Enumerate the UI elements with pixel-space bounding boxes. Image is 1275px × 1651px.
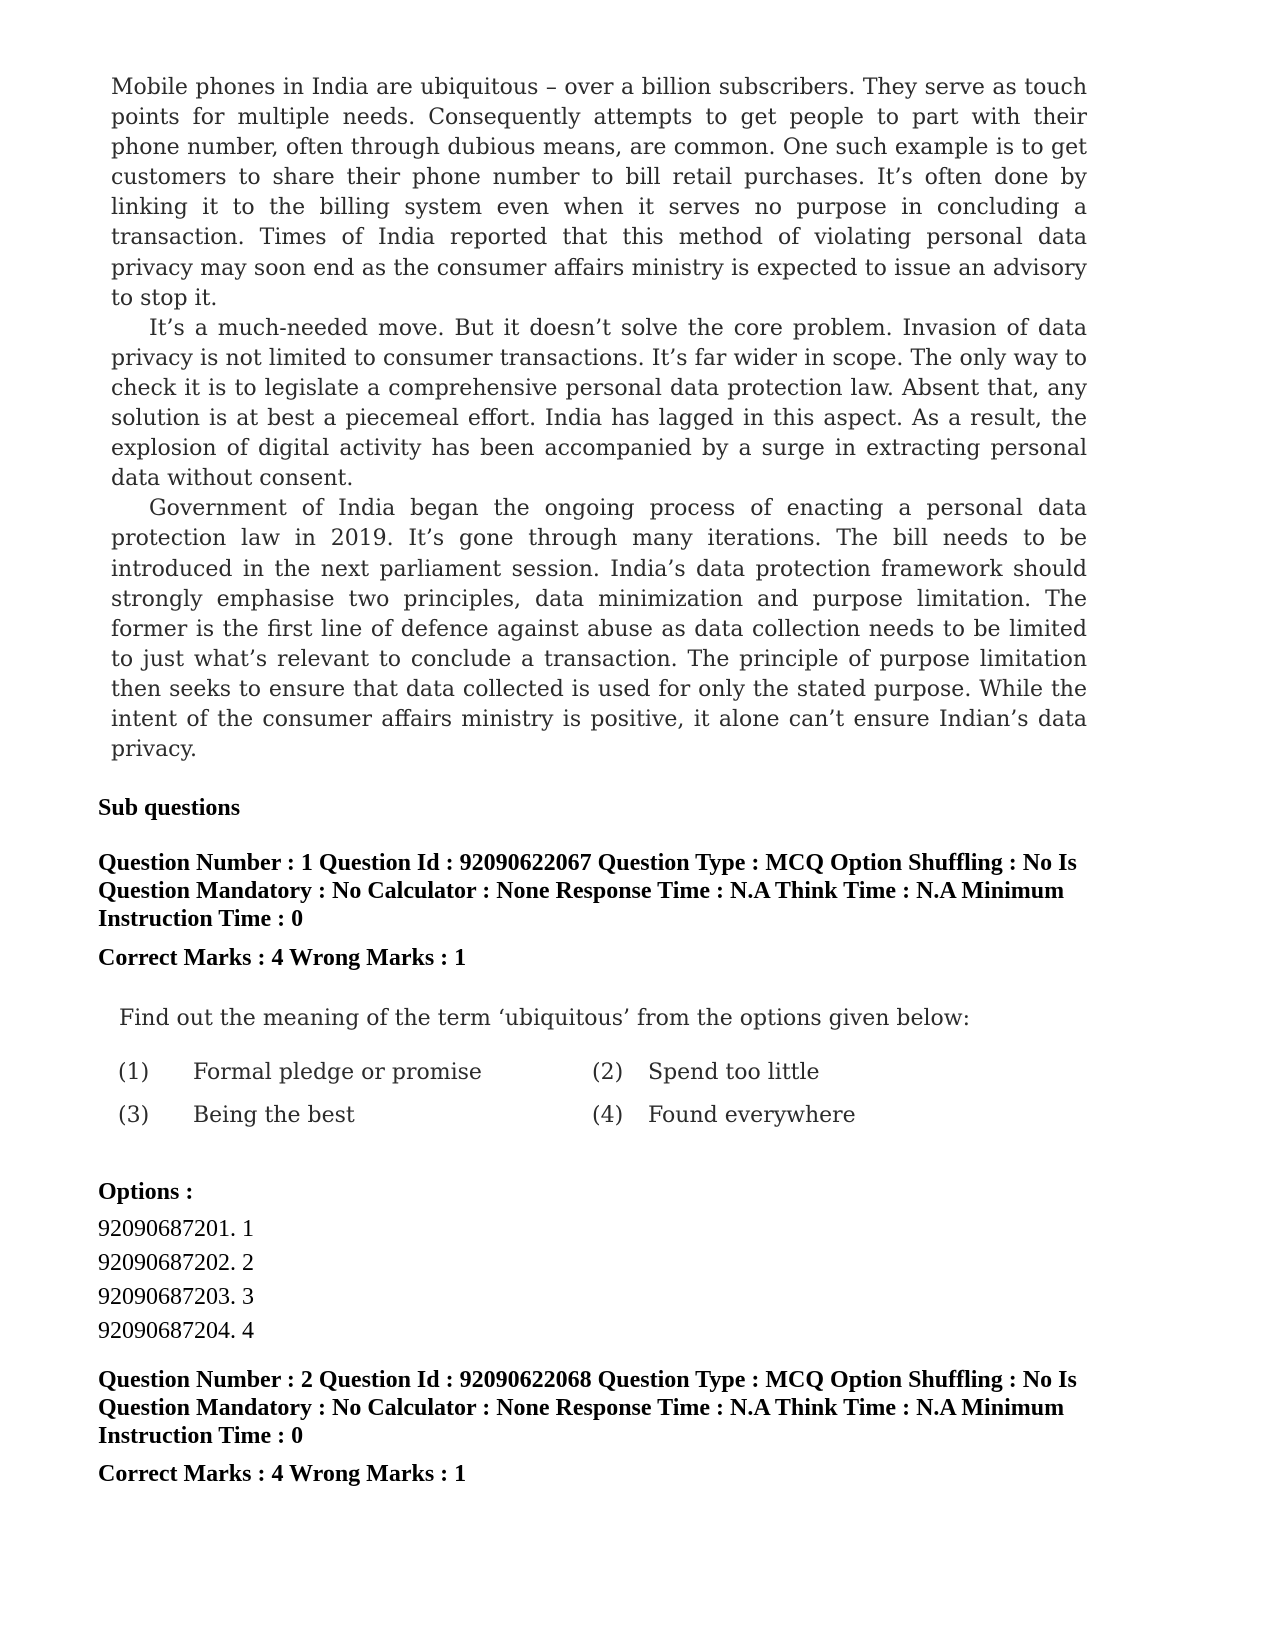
option-item: 92090687202. 2: [98, 1250, 254, 1276]
option-item: 92090687203. 3: [98, 1284, 254, 1310]
question-1-choice-1: [118, 1060, 482, 1085]
choice-text: Formal pledge or promise: [193, 1060, 482, 1085]
question-2-meta-line: Question Number : 2 Question Id : 92090622068 Question Type : MCQ Option Shuffling : No Is: [98, 1367, 1077, 1393]
passage-paragraph-1: Mobile phones in India are ubiquitous – over a billion subscribers. They serve as touch points for multiple needs. Consequently attempts to get people to part with their phone number, often through dubious means, are common. One such example is to get customers to share their phone number to bill retail purchases. It’s often done by linking it to the billing system even when it serves no purpose in concluding a transaction. Times of India reported that this method of violating personal data privacy may soon end as the consumer affairs ministry is expected to issue an advisory to stop it.: [111, 75, 1087, 311]
question-1-stem: Find out the meaning of the term ‘ubiquitous’ from the options given below:: [119, 1006, 971, 1031]
question-2-meta-line: Instruction Time : 0: [98, 1423, 304, 1449]
question-1-meta-line: Instruction Time : 0: [98, 906, 304, 932]
choice-text: Found everywhere: [648, 1103, 856, 1128]
question-1-choice-4: [592, 1103, 856, 1128]
option-item: 92090687204. 4: [98, 1318, 254, 1344]
question-2-meta-line: Question Mandatory : No Calculator : None Response Time : N.A Think Time : N.A Minimum: [98, 1395, 1065, 1421]
question-1-meta-line: Question Mandatory : No Calculator : None Response Time : N.A Think Time : N.A Minimum: [98, 878, 1065, 904]
choice-number: (3): [118, 1103, 150, 1128]
choice-number: (4): [592, 1103, 624, 1128]
sub-questions-heading: Sub questions: [98, 795, 241, 821]
options-title: Options :: [98, 1179, 194, 1205]
choice-text: Being the best: [193, 1103, 355, 1128]
question-1-choice-2: [592, 1060, 820, 1085]
comprehension-passage: [111, 73, 1087, 765]
option-item: 92090687201. 1: [98, 1216, 254, 1242]
question-1-choice-3: [118, 1103, 355, 1128]
question-2-marks: Correct Marks : 4 Wrong Marks : 1: [98, 1461, 467, 1487]
passage-paragraph-2: It’s a much-needed move. But it doesn’t solve the core problem. Invasion of data privacy is not limited to consumer transactions. It’s far wider in scope. The only way to check it is to legislate a comprehensive personal data protection law. Absent that, any solution is at best a piecemeal effort. India has lagged in this aspect. As a result, the explosion of digital activity has been accompanied by a surge in extracting personal data without consent.: [111, 315, 1087, 492]
question-1-meta: [98, 849, 1118, 933]
choice-text: Spend too little: [648, 1060, 820, 1085]
choice-number: (2): [592, 1060, 624, 1085]
question-1-meta-line: Question Number : 1 Question Id : 92090622067 Question Type : MCQ Option Shuffling : No Is: [98, 850, 1077, 876]
choice-number: (1): [118, 1060, 150, 1085]
question-2-meta: [98, 1366, 1118, 1450]
question-1-marks: Correct Marks : 4 Wrong Marks : 1: [98, 945, 467, 971]
passage-paragraph-3: Government of India began the ongoing process of enacting a personal data protection law in 2019. It’s gone through many iterations. The bill needs to be introduced in the next parliament session. India’s data protection framework should strongly emphasise two principles, data minimization and purpose limitation. The former is the first line of defence against abuse as data collection needs to be limited to just what’s relevant to conclude a transaction. The principle of purpose limitation then seeks to ensure that data collected is used for only the stated purpose. While the intent of the consumer affairs ministry is positive, it alone can’t ensure Indian’s data privacy.: [111, 496, 1087, 763]
